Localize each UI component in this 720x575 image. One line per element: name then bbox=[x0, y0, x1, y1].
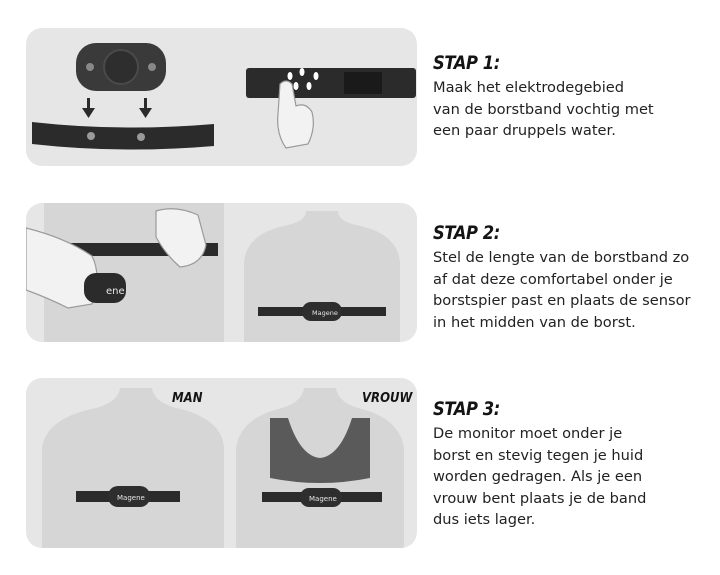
step-text: Maak het elektrodegebied van de borstband vochtig met een paar druppels water. bbox=[433, 79, 654, 140]
step3-illustration-panel bbox=[26, 378, 417, 548]
arrow-down-icon bbox=[82, 98, 152, 118]
step1-illustration-panel bbox=[26, 28, 417, 166]
adjust-strap-illustration bbox=[26, 203, 417, 342]
wet-electrode-illustration bbox=[26, 28, 417, 166]
step-2 bbox=[433, 222, 691, 333]
step-title: STAP 3: bbox=[433, 398, 500, 420]
step-text: Stel de lengte van de borstband zo af dat deze comfortabel onder je borstspier past en plaats de sensor in het midden van de borst. bbox=[433, 249, 691, 331]
brand-label: Magene bbox=[309, 495, 337, 503]
label-man: MAN bbox=[172, 391, 203, 406]
step-3 bbox=[433, 398, 646, 531]
step-text: De monitor moet onder je borst en stevig tegen je huid worden gedragen. Als je een vrouw bent plaats je de band dus iets lager. bbox=[433, 425, 647, 529]
step-1 bbox=[433, 52, 654, 142]
step2-illustration-panel bbox=[26, 203, 417, 342]
brand-label: Magene bbox=[312, 309, 338, 317]
brand-label: ene bbox=[106, 286, 125, 297]
wear-position-illustration bbox=[26, 378, 417, 548]
chest-strap-icon bbox=[32, 122, 214, 150]
strap-electrode-icon bbox=[246, 68, 416, 98]
label-vrouw: VROUW bbox=[362, 391, 413, 406]
brand-label: Magene bbox=[117, 494, 145, 502]
step-title: STAP 1: bbox=[433, 52, 500, 74]
step-title: STAP 2: bbox=[433, 222, 500, 244]
